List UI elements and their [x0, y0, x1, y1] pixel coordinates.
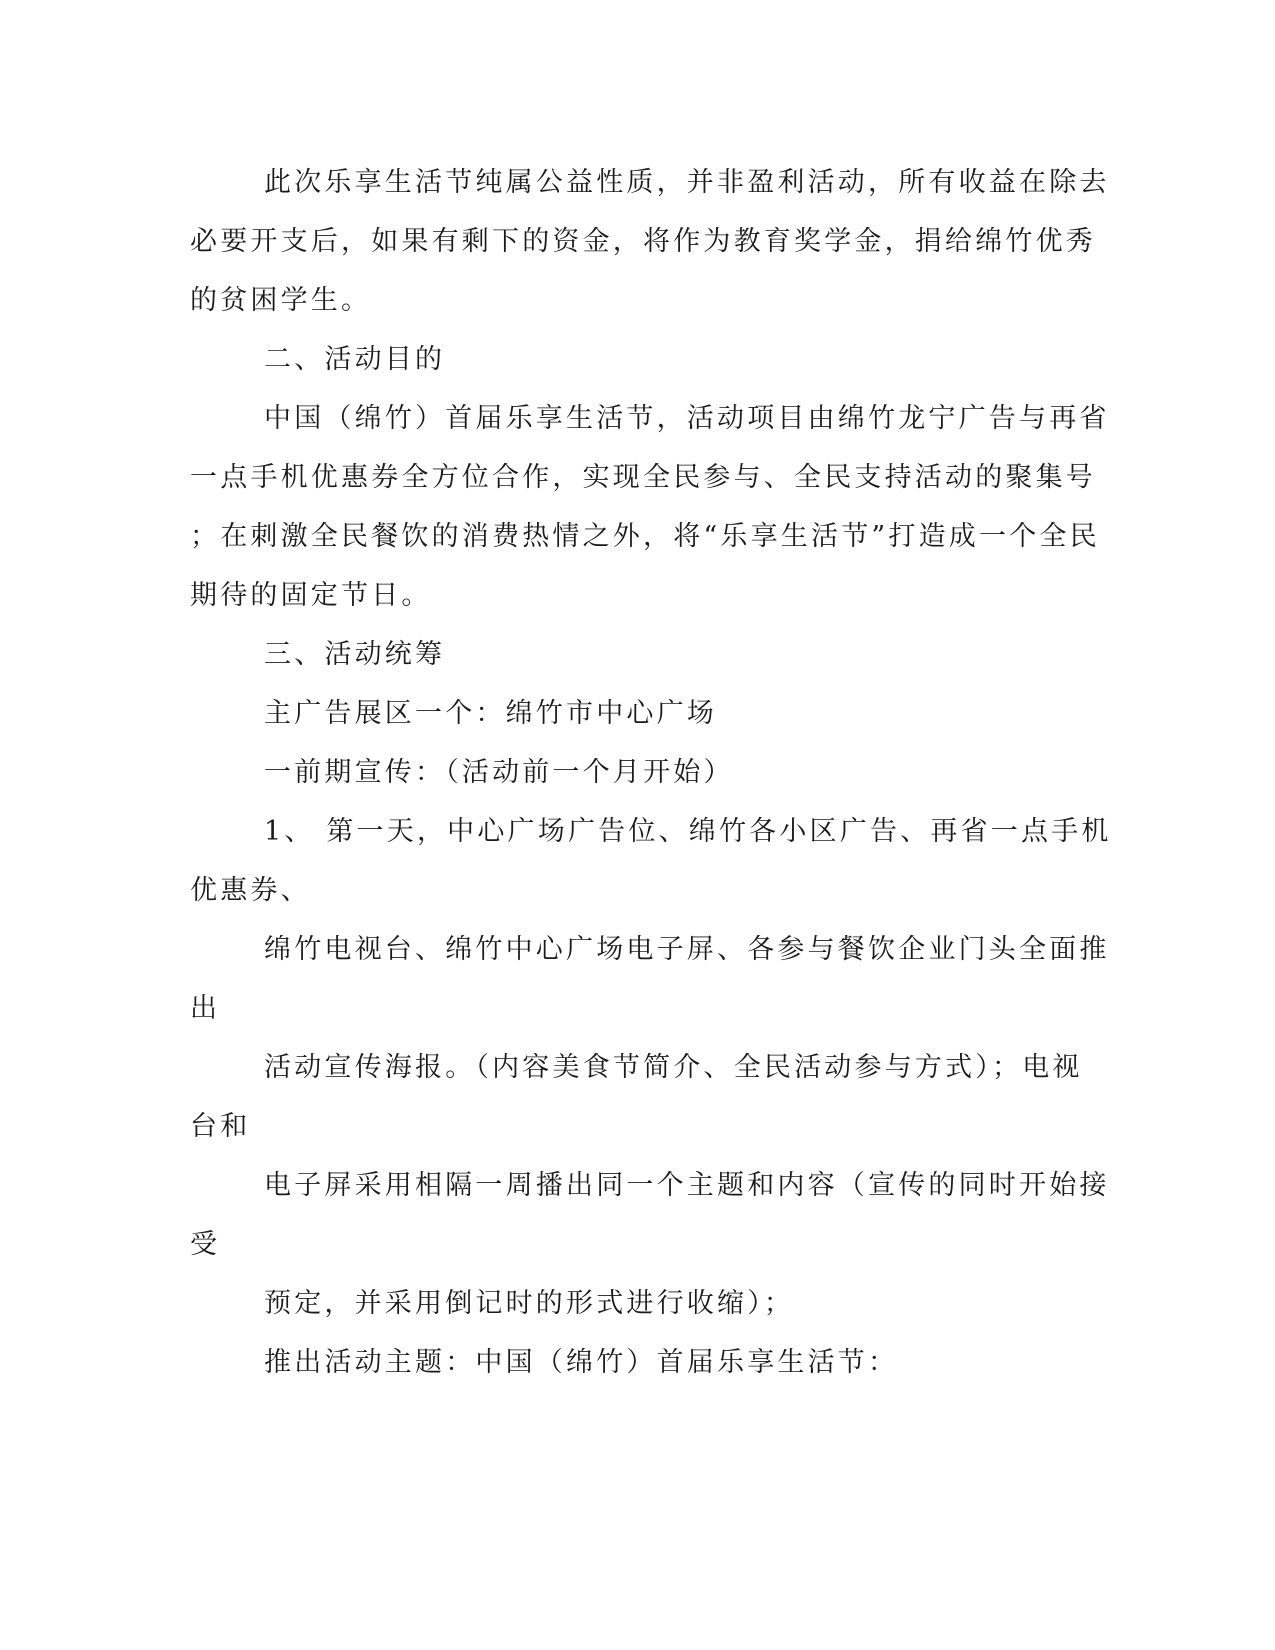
paragraph-line-8: 期待的固定节日。 [190, 580, 432, 611]
section-heading-purpose: 二、活动目的 [264, 344, 446, 375]
paragraph-line-11: 一前期宣传：（活动前一个月开始） [264, 757, 734, 788]
paragraph-line-10: 主广告展区一个：绵竹市中心广场 [264, 698, 717, 729]
paragraph-line-18: 电子屏采用相隔一周播出同一个主题和内容（宣传的同时开始接 [264, 1170, 1110, 1201]
paragraph-line-1: 此次乐享生活节纯属公益性质，并非盈利活动，所有收益在除去 [264, 167, 1110, 198]
section-heading-planning: 三、活动统筹 [264, 639, 446, 670]
paragraph-line-19: 受 [190, 1229, 221, 1260]
paragraph-line-21: 推出活动主题：中国（绵竹）首届乐享生活节： [264, 1347, 899, 1378]
paragraph-line-20: 预定，并采用倒记时的形式进行收缩）； [264, 1288, 795, 1319]
paragraph-line-2: 必要开支后，如果有剩下的资金，将作为教育奖学金，捐给绵竹优秀 [190, 226, 1096, 257]
paragraph-line-6: 一点手机优惠券全方位合作，实现全民参与、全民支持活动的聚集号 [190, 462, 1096, 493]
paragraph-line-7: ；在刺激全民餐饮的消费热情之外，将“乐享生活节”打造成一个全民 [190, 521, 1100, 552]
paragraph-line-13: 优惠券、 [190, 875, 311, 906]
paragraph-line-17: 台和 [190, 1111, 251, 1142]
paragraph-line-5: 中国（绵竹）首届乐享生活节，活动项目由绵竹龙宁广告与再省 [264, 403, 1110, 434]
paragraph-line-15: 出 [190, 993, 221, 1024]
paragraph-line-3: 的贫困学生。 [190, 285, 372, 316]
paragraph-line-16: 活动宣传海报。（内容美食节简介、全民活动参与方式）；电视 [264, 1052, 1083, 1083]
paragraph-line-14: 绵竹电视台、绵竹中心广场电子屏、各参与餐饮企业门头全面推 [264, 934, 1110, 965]
paragraph-line-12: 1、 第一天，中心广场广告位、绵竹各小区广告、再省一点手机 [264, 816, 1112, 847]
